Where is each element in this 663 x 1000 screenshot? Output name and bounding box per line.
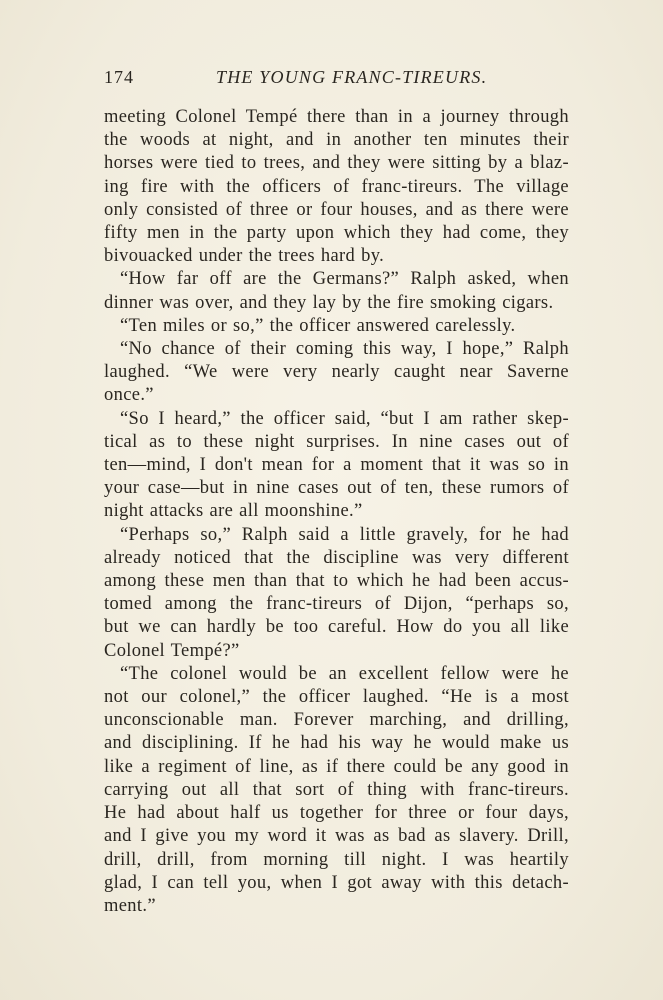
text-line: horses were tied to trees, and they were sitting by a blaz- [104, 153, 569, 174]
text-line: and disciplining. If he had his way he would make us [104, 733, 569, 754]
text-line: once.” [104, 385, 154, 406]
text-line: “Perhaps so,” Ralph said a little gravely, for he had [120, 524, 569, 545]
text-line: ten—mind, I don't mean for a moment that it was so in [104, 455, 569, 476]
text-line: unconscionable man. Forever marching, and drilling, [104, 710, 569, 731]
text-line: but we can hardly be too careful. How do you all like [104, 617, 569, 638]
text-line: laughed. “We were very nearly caught near Saverne [104, 362, 569, 383]
text-line: ment.” [104, 895, 156, 916]
text-line: “No chance of their coming this way, I hope,” Ralph [120, 339, 569, 360]
text-line: already noticed that the discipline was very different [104, 547, 569, 568]
text-line: “Ten miles or so,” the officer answered carelessly. [120, 315, 516, 336]
text-line: carrying out all that sort of thing with franc-tireurs. [104, 779, 569, 800]
text-line: tical as to these night surprises. In nine cases out of [104, 431, 569, 452]
text-line: “The colonel would be an excellent fellow were he [120, 663, 569, 684]
text-line: night attacks are all moonshine.” [104, 501, 363, 522]
text-line: Colonel Tempé?” [104, 640, 240, 661]
text-line: the woods at night, and in another ten minutes their [104, 130, 569, 151]
running-title: THE YOUNG FRANC-TIREURS. [216, 67, 488, 87]
text-line: only consisted of three or four houses, and as there were [104, 199, 569, 220]
text-line: among these men than that to which he had been accus- [104, 571, 569, 592]
text-line: meeting Colonel Tempé there than in a journey through [104, 107, 569, 127]
text-line: tomed among the franc-tireurs of Dijon, “perhaps so, [104, 594, 569, 615]
text-line: your case—but in nine cases out of ten, these rumors of [104, 478, 569, 499]
text-line: drill, drill, from morning till night. I was heartily [104, 849, 569, 870]
text-line: like a regiment of line, as if there could be any good in [104, 756, 569, 777]
body-text [104, 106, 569, 918]
text-line: He had about half us together for three or four days, [104, 803, 569, 824]
text-line: “How far off are the Germans?” Ralph asked, when [120, 269, 569, 290]
running-head [104, 64, 571, 90]
text-line: and I give you my word it was as bad as slavery. Drill, [104, 826, 569, 847]
text-line: “So I heard,” the officer said, “but I am rather skep- [120, 408, 569, 429]
text-line: not our colonel,” the officer laughed. “He is a most [104, 687, 569, 708]
text-line: bivouacked under the trees hard by. [104, 246, 385, 267]
text-line: dinner was over, and they lay by the fire smoking cigars. [104, 292, 554, 313]
text-line: glad, I can tell you, when I got away with this detach- [104, 872, 569, 893]
text-line: fifty men in the party upon which they had come, they [104, 223, 569, 244]
page-number: 174 [104, 67, 134, 87]
text-line: ing fire with the officers of franc-tireurs. The village [104, 176, 569, 197]
